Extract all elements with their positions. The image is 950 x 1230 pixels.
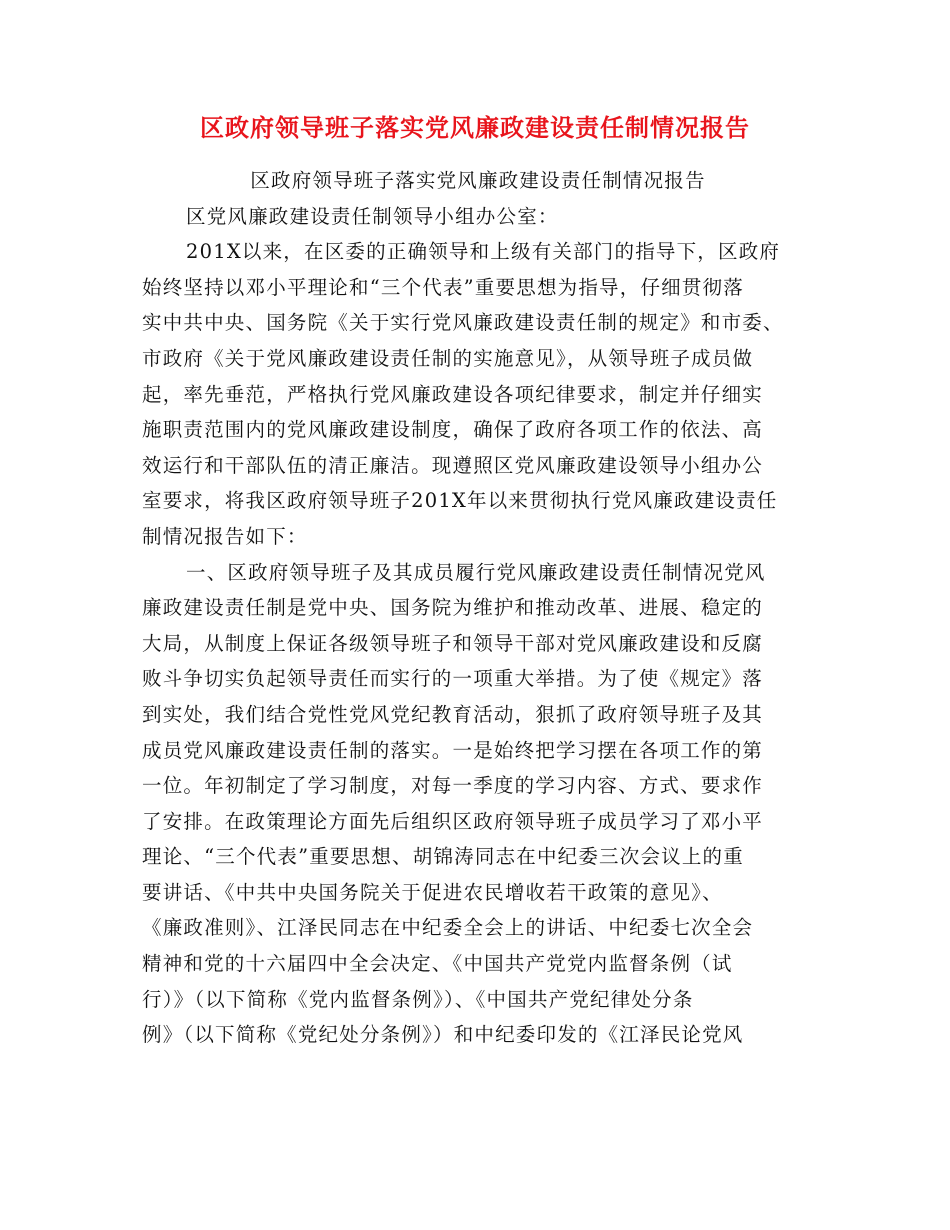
- body-line: 到实处，我们结合党性党风党纪教育活动，狠抓了政府领导班子及其: [142, 702, 764, 726]
- document-subtitle: 区政府领导班子落实党风廉政建设责任制情况报告: [250, 169, 706, 192]
- body-line: 败斗争切实负起领导责任而实行的一项重大举措。为了使《规定》落: [142, 667, 764, 691]
- body-line: 精神和党的十六届四中全会决定、《中国共产党党内监督条例（试: [142, 952, 733, 976]
- body-line: 理论、“三个代表”重要思想、胡锦涛同志在中纪委三次会议上的重: [142, 845, 744, 869]
- document-body: [142, 163, 814, 1053]
- body-line: 施职责范围内的党风廉政建设制度，确保了政府各项工作的依法、高: [142, 418, 764, 442]
- body-line: 效运行和干部队伍的清正廉洁。现遵照区党风廉政建设领导小组办公: [142, 453, 764, 477]
- body-line: 大局，从制度上保证各级领导班子和领导干部对党风廉政建设和反腐: [142, 631, 764, 655]
- body-line: 室要求，将我区政府领导班子201X年以来贯彻执行党风廉政建设责任: [142, 489, 778, 513]
- body-line: 市政府《关于党风廉政建设责任制的实施意见》，从领导班子成员做: [142, 346, 754, 370]
- body-line: 要讲话、《中共中央国务院关于促进农民增收若干政策的意见》、: [142, 880, 723, 904]
- body-line: 《廉政准则》、江泽民同志在中纪委全会上的讲话、中纪委七次全会: [142, 916, 754, 940]
- body-line: 一位。年初制定了学习制度，对每一季度的学习内容、方式、要求作: [142, 774, 764, 798]
- body-line: 始终坚持以邓小平理论和“三个代表”重要思想为指导，仔细贯彻落: [142, 275, 744, 299]
- document-title: 区政府领导班子落实党风廉政建设责任制情况报告: [200, 113, 750, 142]
- body-line: 实中共中央、国务院《关于实行党风廉政建设责任制的规定》和市委、: [142, 311, 784, 335]
- body-line: 行）》（以下简称《党内监督条例》）、《中国共产党纪律处分条: [142, 987, 694, 1011]
- body-line: 廉政建设责任制是党中央、国务院为维护和推动改革、进展、稳定的: [142, 596, 764, 620]
- body-line: 起，率先垂范，严格执行党风廉政建设各项纪律要求，制定并仔细实: [142, 382, 764, 406]
- body-line: 制情况报告如下：: [142, 524, 308, 548]
- body-line: 成员党风廉政建设责任制的落实。一是始终把学习摆在各项工作的第: [142, 738, 764, 762]
- body-line: 例》（以下简称《党纪处分条例》）和中纪委印发的《江泽民论党风: [142, 1023, 744, 1047]
- body-line: 了安排。在政策理论方面先后组织区政府领导班子成员学习了邓小平: [142, 809, 764, 833]
- body-line: 201X以来，在区委的正确领导和上级有关部门的指导下，区政府: [186, 240, 781, 264]
- body-line: 一、区政府领导班子及其成员履行党风廉政建设责任制情况党风: [186, 560, 766, 584]
- body-line: 区党风廉政建设责任制领导小组办公室：: [186, 204, 559, 228]
